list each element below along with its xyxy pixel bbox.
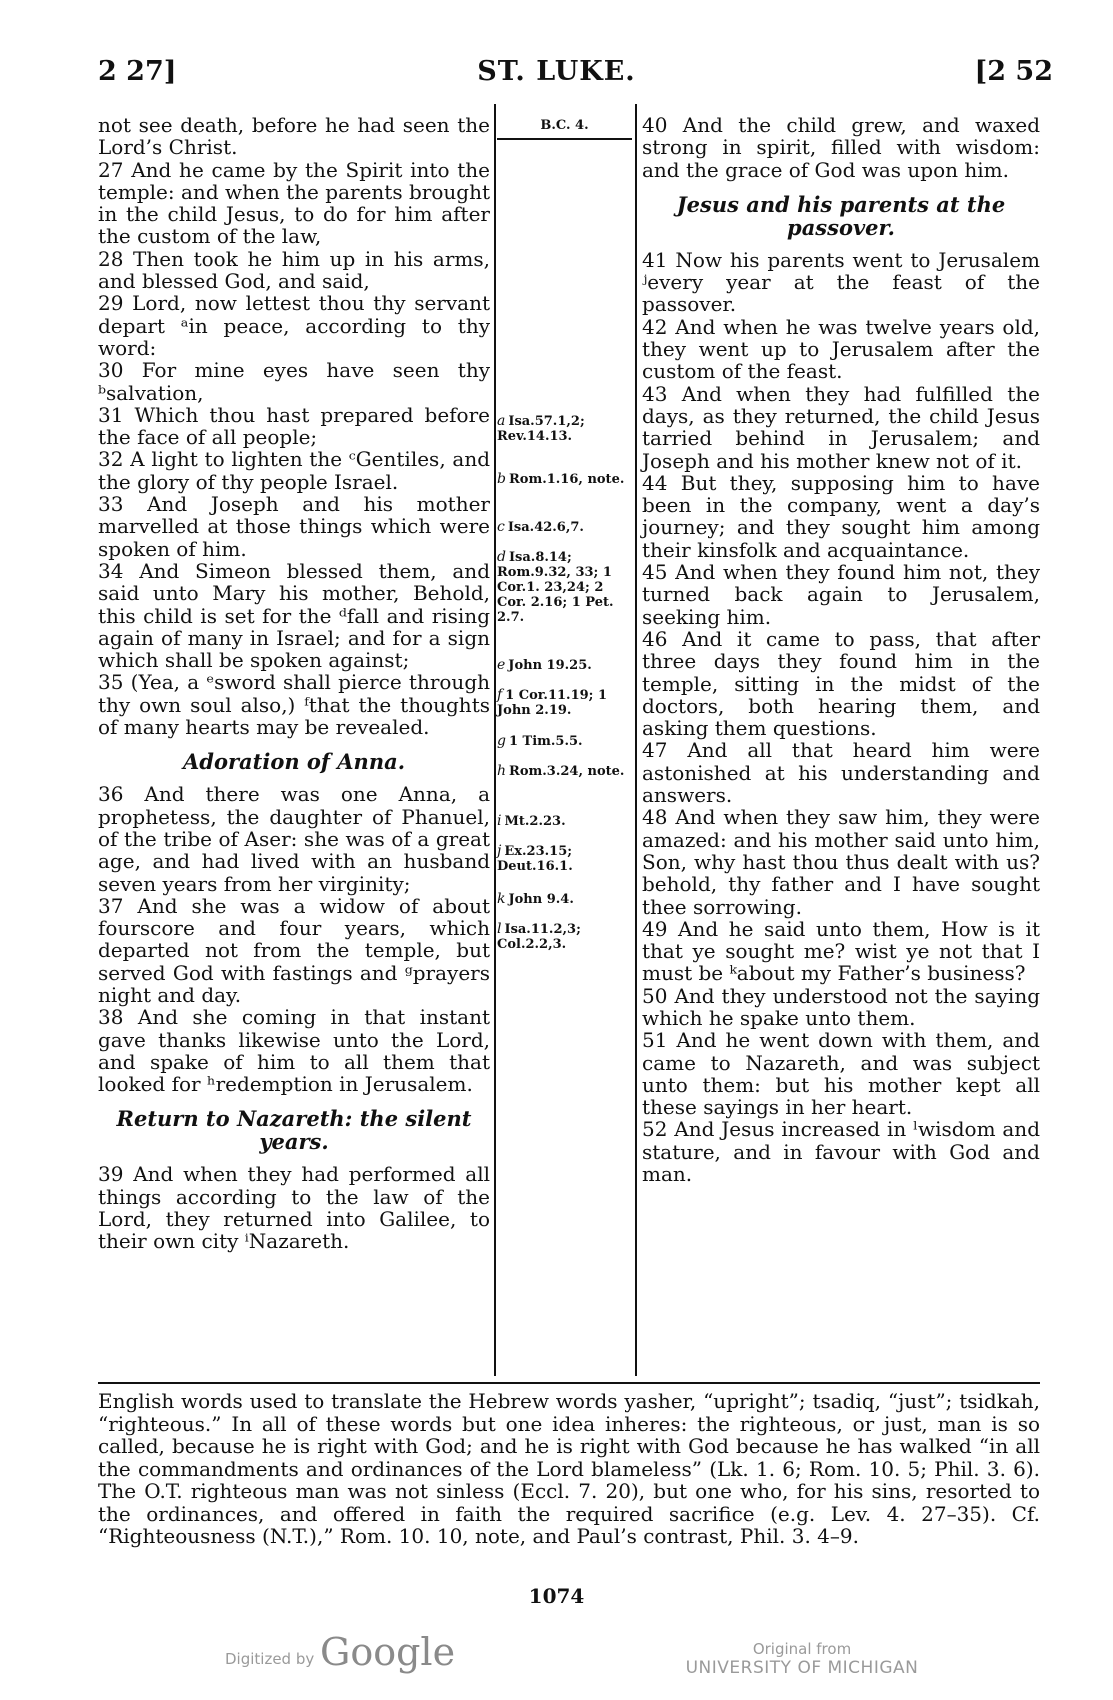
running-head-right: [2 52 xyxy=(974,56,1053,87)
verse-paragraph: not see death, before he had seen the Lord’s Christ. xyxy=(98,113,490,160)
cross-reference: i Mt.2.23. xyxy=(497,813,566,829)
right-text-column xyxy=(642,114,1040,1185)
verse-40: 40 And the child grew, and waxed strong in spirit, filled with wisdom: and the grace of God was upon him. xyxy=(642,113,1040,182)
verse-45: 45 And when they found him not, they turned back again to Jerusalem, seeking him. xyxy=(642,560,1040,629)
verse-49: 49 And he said unto them, How is it that ye sought me? wist ye not that I must be ᵏabout my Father’s business? xyxy=(642,916,1040,986)
verse-38: 38 And she coming in that instant gave thanks likewise unto the Lord, and spake of him to all them that looked for ʰredemption in Jerusalem. xyxy=(98,1005,490,1097)
verse-42: 42 And when he was twelve years old, they went up to Jerusalem after the custom of the feast. xyxy=(642,314,1040,384)
verse-37: 37 And she was a widow of about fourscore and four years, which departed not from the temple, but served God with fastings and ᵍprayers night and day. xyxy=(98,893,490,1007)
verse-46: 46 And it came to pass, that after three days they found him in the temple, sitting in the midst of the doctors, both hearing them, and asking them questions. xyxy=(642,626,1040,741)
footnote-righteousness: English words used to translate the Hebrew words yasher, “upright”; tsadiq, “just”; tsidkah, “righteous.” In all of these words but one idea inheres: the righteous, or just, man is so called, because he is right with God; and he is right with God because he has walked “in all the commandments and ordinances of the Lord blameless” (Lk. 1. 6; Rom. 10. 5; Phil. 3. 6). The O.T. righteous man was not sinless (Eccl. 7. 20), but one who, for his sins, resorted to the ordinances, and offered in faith the required sacrifice (e.g. Lev. 4. 27–35). Cf. “Righteousness (N.T.),” Rom. 10. 10, note, and Paul’s contrast, Phil. 3. 4–9. xyxy=(98,1389,1040,1548)
cross-reference: h Rom.3.24, note. xyxy=(497,763,625,779)
cross-reference: a Isa.57.1,2; Rev.14.13. xyxy=(497,413,585,444)
verse-33: 33 And Joseph and his mother marvelled at those things which were spoken of him. xyxy=(98,492,490,561)
page-number: 1074 xyxy=(528,1584,585,1608)
cross-reference: c Isa.42.6,7. xyxy=(497,519,584,535)
verse-28: 28 Then took he him up in his arms, and blessed God, and said, xyxy=(98,246,490,294)
original-from-text: Original from xyxy=(752,1640,852,1658)
verse-31: 31 Which thou hast prepared before the face of all people; xyxy=(98,402,490,450)
running-head-title: ST. LUKE. xyxy=(477,56,636,87)
section-heading-passover: Jesus and his parents at the passover. xyxy=(676,191,1006,240)
verse-47: 47 And all that heard him were astonished at his understanding and answers. xyxy=(642,738,1040,808)
digitized-by-label: Digitized by xyxy=(225,1650,315,1668)
cross-reference: g 1 Tim.5.5. xyxy=(497,733,583,749)
original-from-label xyxy=(672,1640,932,1678)
verse-44: 44 But they, supposing him to have been in the company, went a day’s journey; and they sought him among their kinsfolk and acquaintance. xyxy=(642,470,1040,562)
footnote-rule xyxy=(98,1382,1040,1384)
verse-50: 50 And they understood not the saying which he spake unto them. xyxy=(642,983,1040,1030)
verse-27: 27 And he came by the Spirit into the temple: and when the parents brought in the child Jesus, to do for him after the custom of the law, xyxy=(98,157,490,249)
cross-reference: j Ex.23.15; Deut.16.1. xyxy=(497,843,573,874)
cross-reference: f 1 Cor.11.19; 1 John 2.19. xyxy=(497,687,608,718)
cross-reference: l Isa.11.2,3; Col.2.2,3. xyxy=(497,921,581,952)
left-text-column xyxy=(98,114,490,1253)
reference-column xyxy=(497,114,632,952)
verse-51: 51 And he went down with them, and came to Nazareth, and was subject unto them: but his mother kept all these sayings in her heart. xyxy=(642,1028,1040,1120)
google-logo: Google xyxy=(320,1630,456,1674)
cross-reference: k John 9.4. xyxy=(497,891,574,907)
cross-reference: b Rom.1.16, note. xyxy=(497,471,625,487)
section-heading-nazareth: Return to Nazareth: the silent years. xyxy=(116,1106,472,1155)
column-divider-right xyxy=(635,104,637,1376)
date-underline xyxy=(497,138,632,140)
section-heading-anna: Adoration of Anna. xyxy=(182,749,406,775)
verse-36: 36 And there was one Anna, a prophetess, the daughter of Phanuel, of the tribe of Aser: she was of a great age, and had lived with an husband seven years from her virginity; xyxy=(98,782,490,896)
verse-39: 39 And when they had performed all things according to the law of the Lord, they returned into Galilee, to their own city ⁱNazareth. xyxy=(98,1162,490,1254)
verse-30: 30 For mine eyes have seen thy ᵇsalvation, xyxy=(98,358,490,405)
verse-35: 35 (Yea, a ᵉsword shall pierce through thy own soul also,) ᶠthat the thoughts of many hearts may be revealed. xyxy=(98,670,490,740)
verse-52: 52 And Jesus increased in ˡwisdom and stature, and in favour with God and man. xyxy=(642,1117,1040,1187)
verse-48: 48 And when they saw him, they were amazed: and his mother said unto him, Son, why hast thou thus dealt with us? behold, thy father and I have sought thee sorrowing. xyxy=(642,805,1040,919)
verse-29: 29 Lord, now lettest thou thy servant depart ᵃin peace, according to thy word: xyxy=(98,291,490,360)
running-head-left: 2 27] xyxy=(98,56,177,87)
date-label: B.C. 4. xyxy=(540,118,589,133)
verse-34: 34 And Simeon blessed them, and said unto Mary his mother, Behold, this child is set for the ᵈfall and rising again of many in Israel; and for a sign which shall be spoken against; xyxy=(98,558,490,673)
cross-reference: e John 19.25. xyxy=(497,657,592,673)
column-divider-left xyxy=(494,104,496,1376)
university-name: UNIVERSITY OF MICHIGAN xyxy=(685,1658,919,1678)
verse-32: 32 A light to lighten the ᶜGentiles, and the glory of thy people Israel. xyxy=(98,447,490,494)
cross-reference: d Isa.8.14; Rom.9.32, 33; 1 Cor.1. 23,24; 2 Cor. 2.16; 1 Pet. 2.7. xyxy=(497,549,614,625)
verse-41: 41 Now his parents went to Jerusalem ʲevery year at the feast of the passover. xyxy=(642,247,1040,317)
verse-43: 43 And when they had fulfilled the days, as they returned, the child Jesus tarried behind in Jerusalem; and Joseph and his mother knew not of it. xyxy=(642,381,1040,473)
